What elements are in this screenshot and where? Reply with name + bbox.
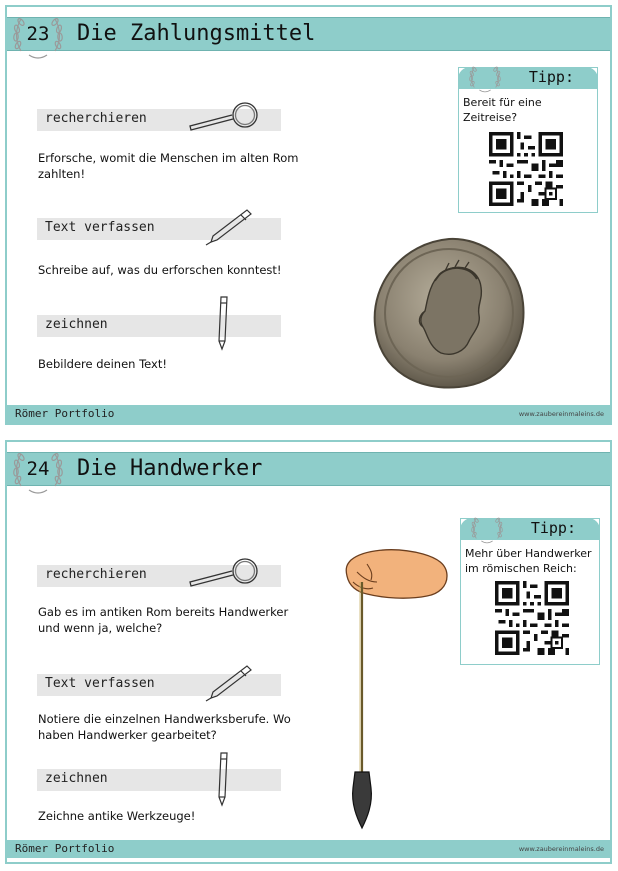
hand-plumb-bob-image (343, 542, 453, 832)
tipp-header (458, 67, 598, 89)
tipp-header (460, 518, 600, 540)
task-bar-write (37, 218, 281, 240)
laurel-wreath-icon (468, 61, 502, 95)
magnifying-glass-icon (185, 557, 265, 591)
laurel-wreath-icon (470, 512, 504, 546)
task-bar-research (37, 565, 281, 587)
task-text: Bebildere deinen Text! (38, 357, 167, 371)
magnifying-glass-icon (185, 101, 265, 135)
footer-url[interactable]: www.zaubereinmaleins.de (518, 845, 604, 853)
footer-label: Römer Portfolio (15, 842, 115, 855)
task-text: Schreibe auf, was du erforschen konntest! (38, 263, 282, 277)
tipp-label: Tipp: (528, 68, 574, 86)
card-header (7, 452, 610, 486)
tipp-label: Tipp: (530, 519, 576, 537)
card-title: Die Zahlungsmittel (77, 21, 316, 46)
card-footer (7, 405, 610, 423)
qr-code[interactable] (489, 132, 563, 206)
card-title: Die Handwerker (77, 456, 263, 481)
task-text: Gab es im antiken Rom bereits Handwerker und wenn ja, welche? (38, 605, 289, 635)
task-text: Erforsche, womit die Menschen im alten Rom zahlten! (38, 151, 299, 181)
tipp-box (458, 67, 598, 213)
task-label: recherchieren (45, 567, 147, 582)
number-badge (11, 9, 65, 63)
task-bar-draw (37, 315, 281, 337)
task-bar-draw (37, 769, 281, 791)
task-bar-write (37, 674, 281, 696)
qr-code[interactable] (495, 581, 569, 655)
card-footer (7, 840, 610, 858)
fountain-pen-icon (203, 206, 253, 246)
task-label: Text verfassen (45, 220, 155, 235)
task-text: Zeichne antike Werkzeuge! (38, 809, 196, 823)
footer-url[interactable]: www.zaubereinmaleins.de (518, 410, 604, 418)
task-label: recherchieren (45, 111, 147, 126)
portfolio-card-24 (5, 440, 612, 864)
card-number: 23 (26, 23, 50, 45)
card-header (7, 17, 610, 51)
task-text: Notiere die einzelnen Handwerksberufe. Wo haben Handwerker gearbeitet? (38, 712, 291, 742)
task-label: zeichnen (45, 317, 108, 332)
tipp-box (460, 518, 600, 665)
task-label: zeichnen (45, 771, 108, 786)
pencil-icon (213, 751, 233, 807)
roman-coin-image (369, 233, 529, 393)
fountain-pen-icon (203, 662, 253, 702)
tipp-text: Bereit für eine Zeitreise? (463, 96, 542, 124)
task-bar-research (37, 109, 281, 131)
tipp-text: Mehr über Handwerker im römischen Reich: (465, 547, 592, 575)
portfolio-card-23 (5, 5, 612, 425)
card-number: 24 (26, 458, 50, 480)
number-badge (11, 444, 65, 498)
task-label: Text verfassen (45, 676, 155, 691)
footer-label: Römer Portfolio (15, 407, 115, 420)
pencil-icon (213, 295, 233, 351)
